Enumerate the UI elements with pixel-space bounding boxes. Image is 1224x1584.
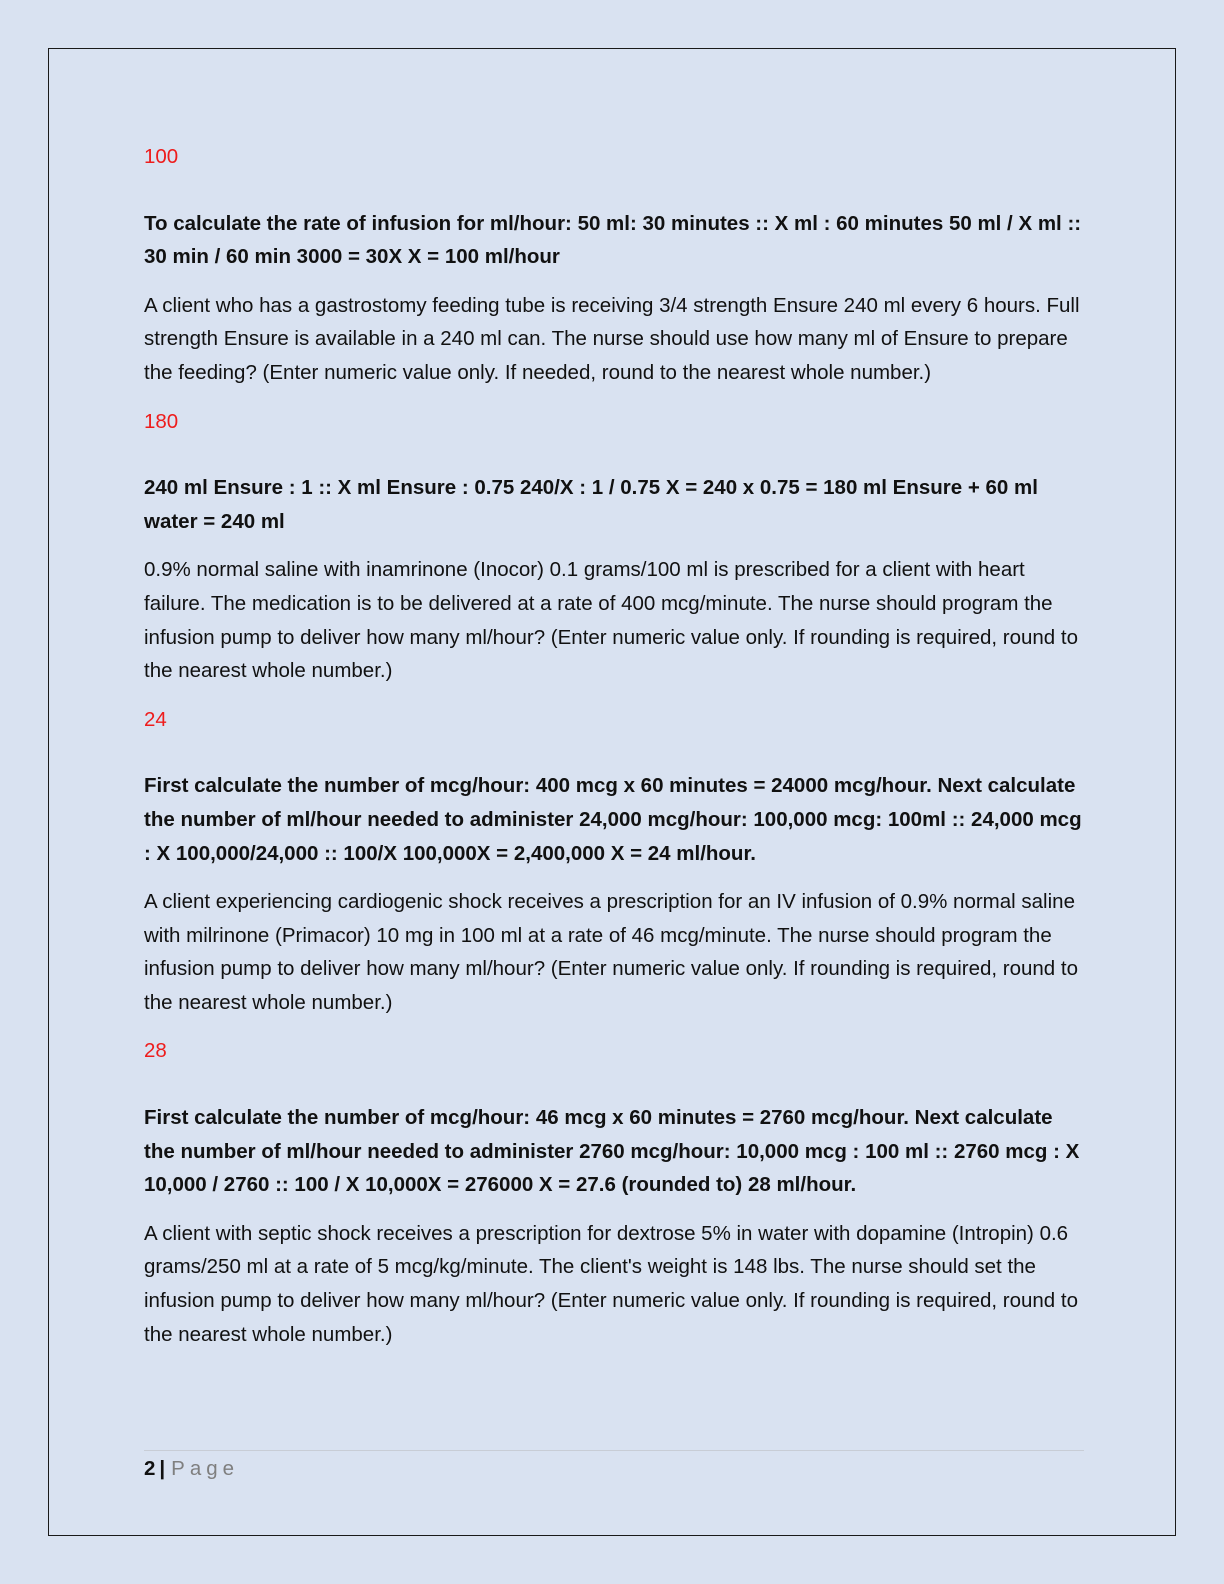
rationale-text: First calculate the number of mcg/hour: 400 mcg x 60 minutes = 24000 mcg/hour. Next calculate the number of ml/hour needed to administer 24,000 mcg/hour: 100,000 mcg: 100ml :: 24,000 mcg : X 100,000/24,000 :: 100/X 100,000X = 2,400,000 X = 24 ml/hour.	[144, 774, 1082, 865]
answer-text: 100	[144, 145, 179, 168]
question-text: 0.9% normal saline with inamrinone (Inocor) 0.1 grams/100 ml is prescribed for a client with heart failure. The medication is to be delivered at a rate of 400 mcg/minute. The nurse should program the infusion pump to deliver how many ml/hour? (Enter numeric value only. If rounding is required, round to the nearest whole number.)	[144, 558, 1078, 683]
document-body	[144, 140, 1084, 1366]
answer-text: 28	[144, 1039, 167, 1063]
question-text: A client with septic shock receives a prescription for dextrose 5% in water with dopamine (Intropin) 0.6 grams/250 ml at a rate of 5 mcg/kg/minute. The client's weight is 148 lbs. The nurse should set the infusion pump to deliver how many ml/hour? (Enter numeric value only. If rounding is required, round to the nearest whole number.)	[144, 1221, 1078, 1346]
answer-text: 180	[144, 409, 179, 433]
page-label: Page	[171, 1457, 240, 1480]
answer-text: 24	[144, 707, 167, 731]
page-footer	[144, 1450, 1084, 1483]
page-number: 2	[144, 1457, 156, 1480]
rationale-text: 240 ml Ensure : 1 :: X ml Ensure : 0.75 240/X : 1 / 0.75 X = 240 x 0.75 = 180 ml Ensure + 60 ml water = 240 ml	[144, 476, 1038, 533]
rationale-text: First calculate the number of mcg/hour: 46 mcg x 60 minutes = 2760 mcg/hour. Next calculate the number of ml/hour needed to administer 2760 mcg/hour: 10,000 mcg : 100 ml :: 2760 mcg : X 10,000 / 2760 :: 100 / X 10,000X = 276000 X = 27.6 (rounded to) 28 ml/hour.	[144, 1106, 1080, 1197]
footer-line	[144, 1455, 1084, 1483]
question-text: A client experiencing cardiogenic shock receives a prescription for an IV infusion of 0.9% normal saline with milrinone (Primacor) 10 mg in 100 ml at a rate of 46 mcg/minute. The nurse should program the infusion pump to deliver how many ml/hour? (Enter numeric value only. If rounding is required, round to the nearest whole number.)	[144, 890, 1078, 1014]
rationale-text: To calculate the rate of infusion for ml/hour: 50 ml: 30 minutes :: X ml : 60 minutes 50 ml / X ml :: 30 min / 60 min 3000 = 30X X = 100 ml/hour	[144, 211, 1082, 269]
footer-separator: |	[159, 1457, 166, 1480]
question-text: A client who has a gastrostomy feeding tube is receiving 3/4 strength Ensure 240 ml every 6 hours. Full strength Ensure is available in a 240 ml can. The nurse should use how many ml of Ensure to prepare the feeding? (Enter numeric value only. If needed, round to the nearest whole number.)	[144, 293, 1080, 384]
